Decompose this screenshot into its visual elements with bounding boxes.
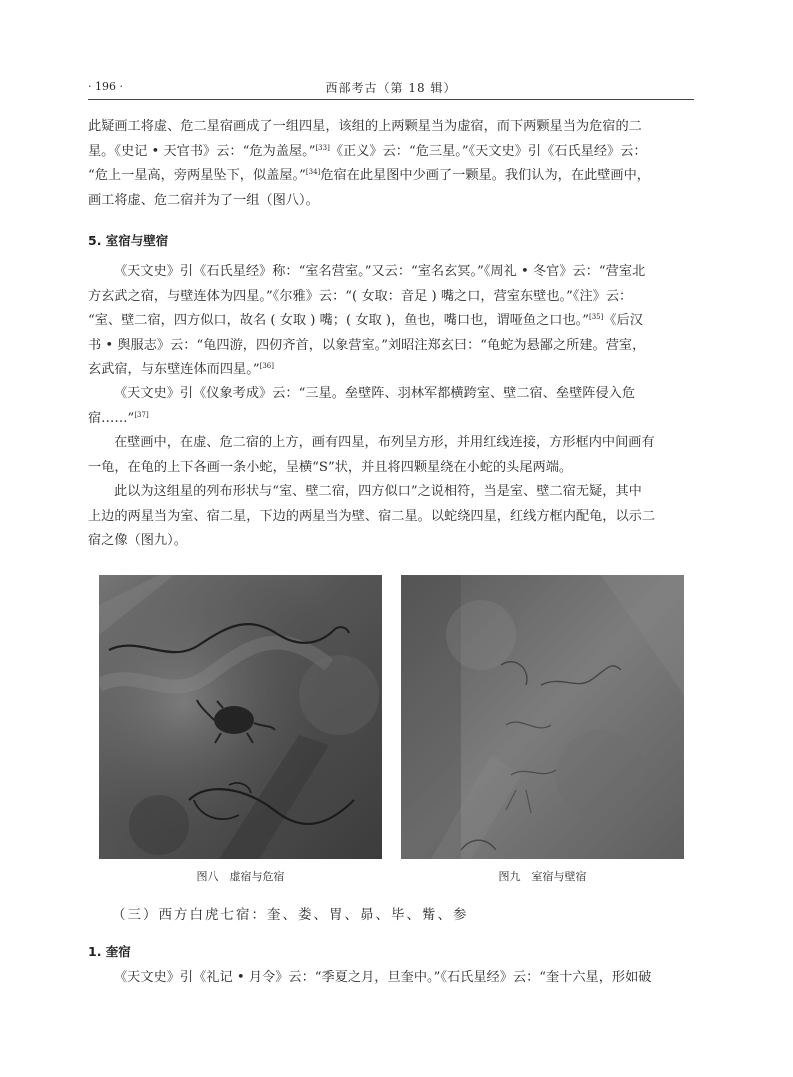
- text-line: 画工将虚、危二宿并为了一组（图八）。: [88, 192, 319, 208]
- figure-9-caption: 图九 室宿与壁宿: [498, 870, 587, 883]
- page-number: · 196 ·: [88, 80, 123, 93]
- journal-title: 西部考古（第 18 辑）: [325, 81, 457, 95]
- text-line: 星。《史记 • 天官书》云：“危为盖屋。”[33]《正义》云：“危三星。”《天文史》引《石氏星经》云：: [88, 143, 647, 159]
- paragraph-1: [88, 115, 694, 213]
- text-line: 玄武宿，与东壁连体而四星。”[36]: [88, 362, 274, 377]
- paragraph-5: [88, 480, 694, 554]
- text-line: 《天文史》引《礼记 • 月令》云：“季夏之月，旦奎中。”《石氏星经》云：“奎十六星，形如破: [114, 970, 652, 985]
- text-line: 宿之像（图九）。: [88, 533, 187, 548]
- subsection-heading-1: 1. 奎宿: [88, 944, 131, 959]
- text-line: 《天文史》引《仪象考成》云：“三星。垒壁阵、羽林军都横跨室、壁二宿、垒壁阵侵入危: [114, 386, 636, 401]
- footnote-ref: [33]: [315, 143, 330, 152]
- paragraph-6: [88, 966, 694, 991]
- text-line: 宿……”[37]: [88, 410, 149, 426]
- mural-photo-turtle-snakes-icon: [99, 575, 382, 859]
- text-line: “室、壁二宿，四方似口，故名 ( 女取 ) 嘴；( 女取 )，鱼也，嘴口也，谓哑鱼之口也。”[35]《后汉: [88, 313, 643, 328]
- footnote-ref: [34]: [305, 168, 321, 176]
- footnote-ref: [35]: [589, 313, 604, 321]
- text-line: “危上一星高，旁两星坠下，似盖屋。”[34]危宿在此星图中少画了一颗星。我们认为，在此壁画中，: [88, 168, 650, 183]
- section-heading-3: （三）西方白虎七宿：奎、娄、胃、昴、毕、觜、参: [112, 907, 469, 923]
- text-line: 此疑画工将虚、危二星宿画成了一组四星，该组的上两颗星当为虚宿，而下两颗星当为危宿的二: [88, 119, 642, 134]
- text-line: 一龟，在龟的上下各画一条小蛇，呈横“S”状，并且将四颗星绕在小蛇的头尾两端。: [88, 459, 573, 475]
- text-line: 方玄武之宿，与壁连体为四星。”《尔雅》云：“( 女取：音足 ) 嘴之口，营室东壁也。”《注》云：: [88, 288, 633, 304]
- section-heading-5: 5. 室宿与壁宿: [88, 233, 169, 248]
- paragraph-2: [88, 260, 694, 383]
- text-line: 此以为这组星的列布形状与“室、壁二宿，四方似口”之说相符，当是室、壁二宿无疑，其中: [114, 484, 642, 499]
- footnote-ref: [36]: [259, 362, 274, 370]
- paragraph-3: [88, 382, 694, 431]
- text-line: 《天文史》引《石氏星经》称：“室名营室。”又云：“室名玄冥。”《周礼 • 冬官》云：“营室北: [114, 264, 646, 279]
- mural-photo-faded-figures-icon: [401, 575, 684, 859]
- figure-9-mural-photo-icon: [401, 575, 684, 859]
- text-line: 在壁画中，在虚、危二宿的上方，画有四星，布列呈方形，并用红线连接，方形框内中间画有: [114, 435, 655, 450]
- footnote-ref: [37]: [134, 410, 149, 419]
- header-rule: [88, 99, 694, 100]
- text-line: 上边的两星当为室、宿二星，下边的两星当为壁、宿二星。以蛇绕四星，红线方框内配龟，以示二: [88, 508, 656, 524]
- paragraph-4: [88, 431, 694, 480]
- running-header: [88, 76, 694, 98]
- text-line: 书 • 舆服志》云：“龟四游，四仞齐首，以象营室。”刘昭注郑玄曰：“龟蛇为悬鄙之所建。营室，: [88, 337, 646, 353]
- figure-8-mural-photo-icon: [99, 575, 382, 859]
- figure-8-caption: 图八 虚宿与危宿: [196, 870, 285, 883]
